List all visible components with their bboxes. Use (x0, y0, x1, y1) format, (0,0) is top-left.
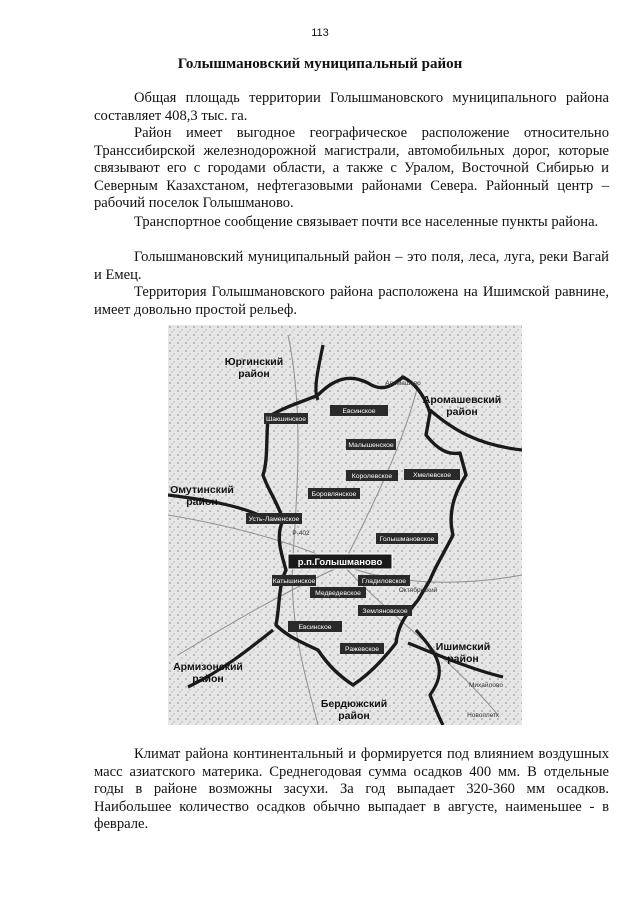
district-name: Армизонский район (173, 661, 243, 685)
district-map-svg (168, 325, 522, 725)
place-label: Аромашево (385, 380, 421, 387)
settlement-label (358, 575, 410, 586)
settlement-label (288, 554, 392, 569)
svg-text:Евсинское: Евсинское (298, 624, 332, 631)
page-title: Голышмановский муниципальный район (177, 56, 463, 72)
svg-text:Евсинское: Евсинское (342, 408, 376, 415)
district-name: Омутинский район (170, 484, 234, 508)
paragraph-transport: Транспортное сообщение связывает почти все населенные пункты района. (134, 214, 599, 230)
district-map (168, 325, 522, 725)
svg-text:Гладиловское: Гладиловское (361, 578, 407, 585)
settlement-label (264, 413, 308, 424)
svg-text:Хмелевское: Хмелевское (412, 472, 452, 479)
paragraph-area: Общая площадь территории Голышмановского муниципального района составляет 408,3 тыс. га. (94, 90, 609, 124)
district-name: Бердюжский район (320, 698, 388, 722)
district-name: Ишимский район (435, 641, 491, 665)
settlement-label (376, 533, 438, 544)
settlement-label (346, 470, 398, 481)
place-label: Михайлово (469, 682, 503, 689)
paragraph-location: Район имеет выгодное географическое расположение относительно Транссибирской железнодорожной магистрали, автомобильных дорог, которые связывают его с городами области, а также с Уралом, Восточной Сибирью и Северным Казахстаном, нефтегазовыми районами Севера. Районный центр – рабочий поселок Голышманово. (94, 125, 609, 212)
svg-text:Медведевское: Медведевское (315, 590, 361, 597)
svg-text:Королевское: Королевское (351, 473, 393, 480)
svg-text:р.п.Голышманово: р.п.Голышманово (297, 557, 383, 568)
settlement-label (246, 513, 302, 524)
paragraph-relief: Территория Голышмановского района расположена на Ишимской равнине, имеет довольно простой рельеф. (94, 284, 609, 318)
svg-text:Шакшинское: Шакшинское (266, 416, 306, 423)
settlement-label (404, 469, 460, 480)
svg-text:Усть-Ламенское: Усть-Ламенское (248, 516, 300, 523)
place-label: Октябрьский (398, 587, 438, 594)
district-name: Аромашевский район (422, 394, 502, 418)
place-label: Новоплетк (467, 712, 499, 719)
settlement-label (358, 605, 412, 616)
page-number: 113 (311, 27, 329, 39)
svg-text:Катышинское: Катышинское (272, 578, 316, 585)
settlement-label (330, 405, 388, 416)
svg-text:Земляновское: Земляновское (362, 608, 408, 615)
svg-text:Голышмановское: Голышмановское (379, 536, 435, 543)
district-name: Юргинский район (224, 356, 284, 380)
settlement-label (272, 575, 316, 586)
settlement-label (310, 587, 366, 598)
svg-text:Ражевское: Ражевское (345, 646, 379, 653)
settlement-label (340, 643, 384, 654)
paragraph-nature: Голышмановский муниципальный район – это поля, леса, луга, реки Вагай и Емец. (94, 249, 609, 283)
road-label: Р-402 (292, 530, 310, 537)
svg-text:Боровлянское: Боровлянское (311, 491, 357, 498)
svg-text:Малышенское: Малышенское (348, 442, 394, 449)
settlement-label (308, 488, 360, 499)
settlement-label (288, 621, 342, 632)
settlement-label (346, 439, 396, 450)
paragraph-climate: Климат района континентальный и формируется под влиянием воздушных масс азиатского материка. Среднегодовая сумма осадков 400 мм. В отдельные годы в районе возможны засухи. За год выпадает 320-360 мм осадков. Наибольшее количество осадков обычно выпадает в августе, наименьшее - в феврале. (94, 746, 609, 833)
